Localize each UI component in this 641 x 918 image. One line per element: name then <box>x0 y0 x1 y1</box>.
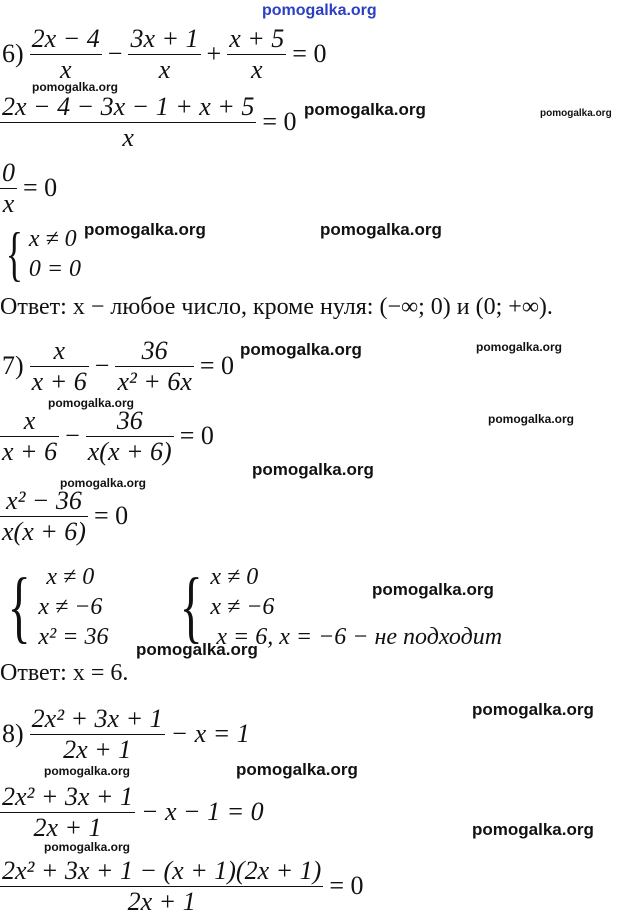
operator: − <box>65 421 80 451</box>
problem-7-system-a <box>0 562 108 652</box>
watermark: pomogalka.org <box>240 340 362 359</box>
problem-8-step-3 <box>0 856 369 917</box>
watermark: pomogalka.org <box>236 760 358 779</box>
site-watermark-link[interactable]: pomogalka.org <box>262 2 377 19</box>
brace-icon: { <box>7 563 31 651</box>
watermark: pomogalka.org <box>476 340 563 354</box>
watermark: pomogalka.org <box>32 80 119 94</box>
problem-7-system-b <box>172 562 502 652</box>
problem-7-step-3 <box>0 486 134 547</box>
fraction: $\frac{36}{x(x + 6)}$ <box>87 406 172 466</box>
equals: = 0 <box>329 871 364 901</box>
problem-7-number: 7) <box>2 351 24 381</box>
fraction: $\frac{\text{x² − 36}}{x(x + 6)}$ <box>2 486 86 546</box>
brace-icon: { <box>5 221 24 287</box>
fraction: $\frac{36}{\text{x² + 6x}}$ <box>117 336 192 396</box>
problem-8-step-2 <box>0 782 270 843</box>
watermark: pomogalka.org <box>320 220 442 239</box>
system-line: x ≠ 0 <box>210 564 259 590</box>
fraction: $\frac{x}{x + 6}$ <box>2 406 58 466</box>
watermark: pomogalka.org <box>44 764 131 778</box>
problem-8-equation <box>2 704 256 765</box>
equals: = 0 <box>23 173 58 203</box>
problem-8-number: 8) <box>2 719 24 749</box>
watermark: pomogalka.org <box>136 640 258 659</box>
system-line: x ≠ 0 <box>46 564 95 590</box>
equals: = 0 <box>262 107 297 137</box>
watermark: pomogalka.org <box>472 820 594 839</box>
watermark: pomogalka.org <box>540 108 612 119</box>
watermark: pomogalka.org <box>252 460 374 479</box>
watermark: pomogalka.org <box>48 396 135 410</box>
watermark: pomogalka.org <box>304 100 426 119</box>
operator: − <box>107 39 123 69</box>
watermark: pomogalka.org <box>84 220 206 239</box>
brace-icon: { <box>179 563 203 651</box>
watermark: pomogalka.org <box>372 580 494 599</box>
system-line: x ≠ 0 <box>28 226 77 252</box>
equals: = 0 <box>93 501 129 531</box>
system-line: x² = 36 <box>38 624 109 650</box>
system-line: x = 6, x = −6 − не подходит <box>216 624 503 650</box>
equation-rest: − x = 1 <box>170 719 250 749</box>
problem-6-step-3 <box>0 158 63 219</box>
problem-6-number: 6) <box>2 39 24 69</box>
problem-6-answer: Ответ: x − любое число, кроме нуля: (−∞; 0) и (0; +∞). <box>0 294 553 320</box>
problem-7-equation <box>2 336 240 397</box>
operator: − <box>94 351 110 381</box>
equals: = 0 <box>199 351 235 381</box>
fraction: $\frac{2x - 4 - 3x - 1 + x + 5}{x}$ <box>2 92 255 152</box>
problem-6-step-2 <box>0 92 303 153</box>
fraction: $\frac{0}{x}$ <box>2 158 15 218</box>
system-line: x ≠ −6 <box>38 594 103 620</box>
equals: = 0 <box>179 421 214 451</box>
watermark: pomogalka.org <box>488 412 575 426</box>
fraction: $\frac{3x + 1}{x}$ <box>130 24 199 84</box>
fraction: $\frac{\text{2x² + 3x + 1 − (x + 1)(2x + 1)}}{2x + 1}$ <box>2 856 322 916</box>
fraction: $\frac{\text{2x² + 3x + 1}}{2x + 1}$ <box>31 704 163 764</box>
fraction: $\frac{\text{2x² + 3x + 1}}{2x + 1}$ <box>2 782 133 842</box>
problem-6-equation <box>2 24 332 85</box>
watermark: pomogalka.org <box>472 700 594 719</box>
operator: + <box>206 39 222 69</box>
fraction: $\frac{x + 5}{x}$ <box>229 24 285 84</box>
problem-7-step-2 <box>0 406 220 467</box>
equals: = 0 <box>292 39 327 69</box>
problem-7-answer: Ответ: x = 6. <box>0 660 129 686</box>
problem-6-system <box>0 221 82 287</box>
watermark: pomogalka.org <box>44 840 131 854</box>
system-line: x ≠ −6 <box>210 594 275 620</box>
equation-rest: − x − 1 = 0 <box>140 797 264 827</box>
watermark: pomogalka.org <box>60 476 147 490</box>
fraction: $\frac{x}{x + 6}$ <box>31 336 87 396</box>
system-line: 0 = 0 <box>28 256 82 282</box>
fraction: $\frac{2x - 4}{x}$ <box>31 24 100 84</box>
